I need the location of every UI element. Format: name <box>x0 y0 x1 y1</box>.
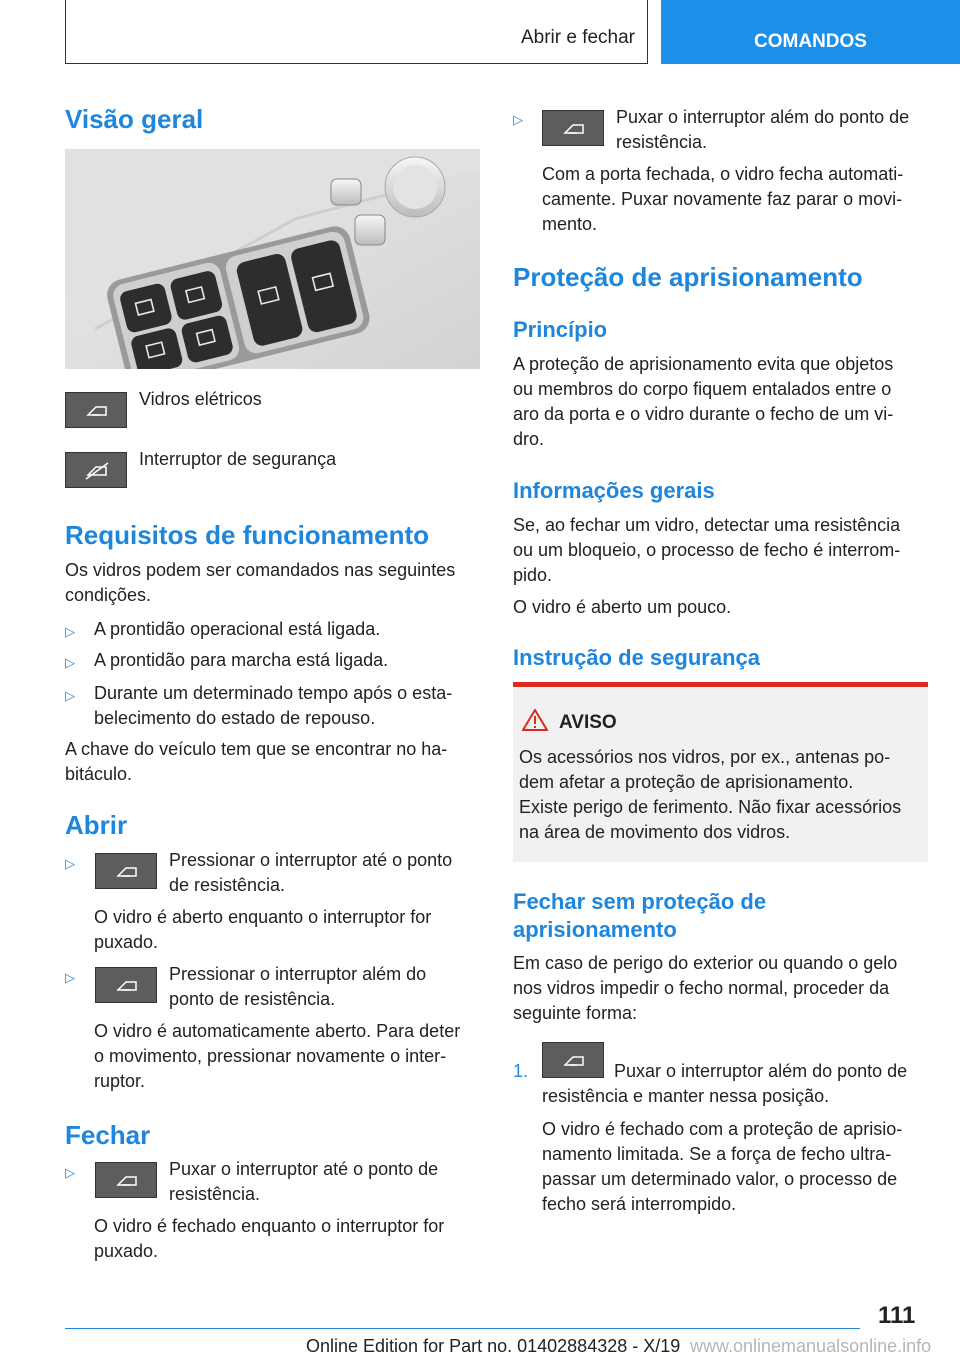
principle-title: Princípio <box>513 317 608 342</box>
text-line: ruptor. <box>94 1071 146 1091</box>
step-lead-cont: resistência e manter nessa posição. <box>542 1086 830 1106</box>
text-line: O vidro é automaticamente aberto. Para deter <box>94 1021 461 1041</box>
window-switch-icon <box>542 110 604 146</box>
requirements-note <box>65 737 485 787</box>
open-step-text <box>94 1019 460 1094</box>
text-line: ou membros do corpo fiquem entalados entre o <box>513 379 892 399</box>
window-switch-icon <box>95 853 157 889</box>
legend-label-windows: Vidros elétricos <box>139 389 262 409</box>
text-line: puxado. <box>94 932 159 952</box>
text-line: passar um determinado valor, o processo de <box>542 1169 898 1189</box>
text-line: ponto de resistência. <box>169 989 336 1009</box>
bullet-icon: ▷ <box>65 688 75 703</box>
requirements-intro <box>65 558 485 608</box>
warning-text <box>519 745 901 845</box>
warning-triangle-icon <box>522 709 548 736</box>
text-line: O vidro é fechado com a proteção de aprisio- <box>542 1119 903 1139</box>
bullet-icon: ▷ <box>65 624 75 639</box>
section-title: Abrir e fechar <box>520 27 635 48</box>
text-line: mento. <box>542 214 598 234</box>
step-number: 1. <box>513 1061 529 1081</box>
text-line: seguinte forma: <box>513 1003 638 1023</box>
bullet-icon: ▷ <box>65 1165 75 1180</box>
text-line: Puxar o interruptor até o ponto de <box>169 1159 439 1179</box>
no-protection-text <box>513 951 897 1026</box>
step-text <box>542 1117 902 1217</box>
text-line: O vidro é aberto enquanto o interruptor for <box>94 907 432 927</box>
text-line: Existe perigo de ferimento. Não fixar acessórios <box>519 797 902 817</box>
text-line: A proteção de aprisionamento evita que objetos <box>513 354 894 374</box>
open-step-text <box>94 905 431 955</box>
text-line: Os acessórios nos vidros, por ex., antenas po- <box>519 747 891 767</box>
watermark: www.onlinemanualsonline.info <box>690 1336 932 1356</box>
window-switch-photo <box>65 149 480 369</box>
text-line: Os vidros podem ser comandados nas seguintes <box>65 560 456 580</box>
general-info-title: Informações gerais <box>513 478 715 503</box>
text-line: Puxar o interruptor além do ponto de <box>616 107 910 127</box>
text-line: namento limitada. Se a força de fecho ultra- <box>542 1144 892 1164</box>
text-line: Em caso de perigo do exterior ou quando o gelo <box>513 953 898 973</box>
text-line: camente. Puxar novamente faz parar o movi- <box>542 189 903 209</box>
requirement-item: A prontidão operacional está ligada. <box>94 619 381 639</box>
window-switch-panel-illustration <box>65 149 480 369</box>
text-line: A chave do veículo tem que se encontrar no ha- <box>65 739 448 759</box>
general-info-text <box>513 513 900 588</box>
no-protection-title <box>513 888 766 944</box>
text-line: pido. <box>513 565 553 585</box>
text-line: resistência. <box>616 132 708 152</box>
window-switch-icon <box>65 392 127 428</box>
text-line: Pressionar o interruptor além do <box>169 964 427 984</box>
text-line: puxado. <box>94 1241 159 1261</box>
footer-rule <box>65 1328 860 1329</box>
text-line: nos vidros impedir o fecho normal, proceder da <box>513 978 890 998</box>
text-line: Se, ao fechar um vidro, detectar uma resistência <box>513 515 901 535</box>
text-line: dem afetar a proteção de aprisionamento. <box>519 772 854 792</box>
requirement-item: A prontidão para marcha está ligada. <box>94 650 389 670</box>
step-lead: Puxar o interruptor além do ponto de <box>614 1061 908 1081</box>
requirement-item <box>94 681 452 731</box>
general-info-text-2: O vidro é aberto um pouco. <box>513 597 732 617</box>
close-step-text <box>542 162 903 237</box>
text-line: belecimento do estado de repouso. <box>94 708 376 728</box>
text-line: Fechar sem proteção de <box>513 889 767 914</box>
window-switch-icon <box>95 1162 157 1198</box>
text-line: Durante um determinado tempo após o esta- <box>94 683 453 703</box>
header-section-box <box>65 0 648 64</box>
text-line: o movimento, pressionar novamente o inter- <box>94 1046 447 1066</box>
text-line: Com a porta fechada, o vidro fecha automati- <box>542 164 904 184</box>
text-line: de resistência. <box>169 875 286 895</box>
window-switch-icon <box>542 1042 604 1078</box>
safety-switch-icon <box>65 452 127 488</box>
protection-title: Proteção de aprisionamento <box>513 262 863 292</box>
close-step-lead <box>169 1157 438 1207</box>
bullet-icon: ▷ <box>65 970 75 985</box>
text-line: ou um bloqueio, o processo de fecho é interrom- <box>513 540 901 560</box>
text-line: fecho será interrompido. <box>542 1194 737 1214</box>
edition-line: Online Edition for Part no. 01402884328 - X/19 <box>306 1336 681 1356</box>
principle-text <box>513 352 893 452</box>
open-step-lead <box>169 848 452 898</box>
text-line: O vidro é fechado enquanto o interruptor for <box>94 1216 445 1236</box>
text-line: resistência. <box>169 1184 261 1204</box>
bullet-icon: ▷ <box>65 655 75 670</box>
text-line: aprisionamento <box>513 917 677 942</box>
bullet-icon: ▷ <box>513 112 523 127</box>
close-step-text <box>94 1214 444 1264</box>
text-line: condições. <box>65 585 152 605</box>
open-step-lead <box>169 962 426 1012</box>
close-step-lead <box>616 105 909 155</box>
warning-label: AVISO <box>559 712 617 733</box>
text-line: Pressionar o interruptor até o ponto <box>169 850 453 870</box>
text-line: bitáculo. <box>65 764 133 784</box>
bullet-icon: ▷ <box>65 856 75 871</box>
window-switch-icon <box>95 967 157 1003</box>
warning-box <box>513 682 928 862</box>
page-number: 111 <box>878 1302 916 1329</box>
overview-title: Visão geral <box>65 104 204 134</box>
close-title: Fechar <box>65 1120 151 1150</box>
chapter-tab[interactable]: COMANDOS <box>661 0 960 64</box>
text-line: dro. <box>513 429 545 449</box>
legend-label-safety-switch: Interruptor de segurança <box>139 449 337 469</box>
open-title: Abrir <box>65 810 128 840</box>
text-line: aro da porta e o vidro durante o fecho de um vi- <box>513 404 894 424</box>
safety-title: Instrução de segurança <box>513 645 760 670</box>
requirements-title: Requisitos de funcionamento <box>65 520 430 550</box>
text-line: na área de movimento dos vidros. <box>519 822 791 842</box>
